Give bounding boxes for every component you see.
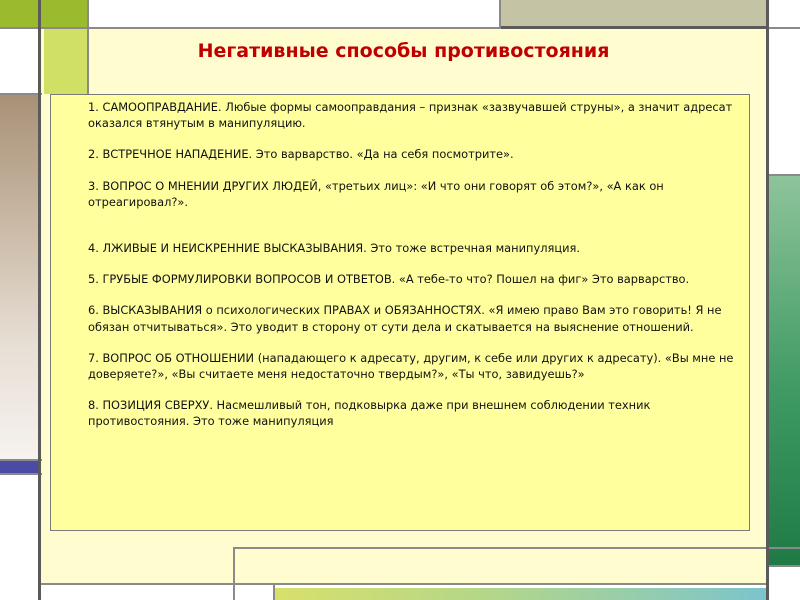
grid-line: [87, 0, 89, 28]
list-item: 4. ЛЖИВЫЕ И НЕИСКРЕННИЕ ВЫСКАЗЫВАНИЯ. Это тоже встречная манипуляция.: [88, 241, 580, 256]
decor-bottom-gradient-block: [274, 588, 766, 600]
list-item: 6. ВЫСКАЗЫВАНИЯ о психологических ПРАВАХ и ОБЯЗАННОСТЯХ. «Я имею право Вам это говорить! Я не обязан отчитываться». Это уводит в сторону от сути дела и скатывается на выяснение отношений.: [88, 303, 722, 334]
list-item: 3. ВОПРОС О МНЕНИИ ДРУГИХ ЛЮДЕЙ, «третьих лиц»: «И что они говорят об этом?», «А как он отреагировал?».: [88, 178, 664, 209]
grid-line: [767, 174, 800, 176]
list-item: 1. САМООПРАВДАНИЕ. Любые формы самооправдания – признак «зазвучавшей струны», а значит адресат оказался втянутым в манипуляцию.: [88, 100, 733, 131]
grid-line: [499, 0, 501, 28]
grid-line: [234, 547, 800, 549]
decor-purple-stripe: [0, 461, 38, 473]
decor-green-gradient-block: [769, 175, 800, 565]
decor-olive-block: [501, 0, 766, 27]
grid-line: [273, 583, 275, 600]
grid-line: [501, 26, 767, 29]
list-item: 8. ПОЗИЦИЯ СВЕРХУ. Насмешливый тон, подковырка даже при внешнем соблюдении техник противостояния. Это тоже манипуляция: [88, 398, 651, 429]
grid-line: [0, 459, 42, 461]
grid-line: [38, 0, 41, 600]
grid-line: [766, 0, 769, 600]
list-item: 5. ГРУБЫЕ ФОРМУЛИРОВКИ ВОПРОСОВ И ОТВЕТОВ. «А тебе-то что? Пошел на фиг» Это варварство.: [88, 272, 690, 287]
grid-line: [233, 547, 235, 600]
decor-tan-gradient-block: [0, 93, 38, 459]
grid-line: [40, 583, 767, 585]
grid-line: [0, 93, 42, 95]
list-item: 7. ВОПРОС ОБ ОТНОШЕНИИ (нападающего к адресату, другим, к себе или других к адресату). «Вы мне не доверяете?», «Вы считаете меня недостаточно твердым?», «Ты что, завидуешь?»: [88, 350, 734, 382]
slide-title: Негативные способы противостояния: [197, 40, 610, 62]
content-box: [50, 94, 750, 531]
list-item: 2. ВСТРЕЧНОЕ НАПАДЕНИЕ. Это варварство. «Да на себя посмотрите».: [88, 147, 514, 162]
decor-green-block: [0, 0, 87, 27]
grid-line: [0, 473, 42, 475]
grid-line: [767, 565, 800, 567]
